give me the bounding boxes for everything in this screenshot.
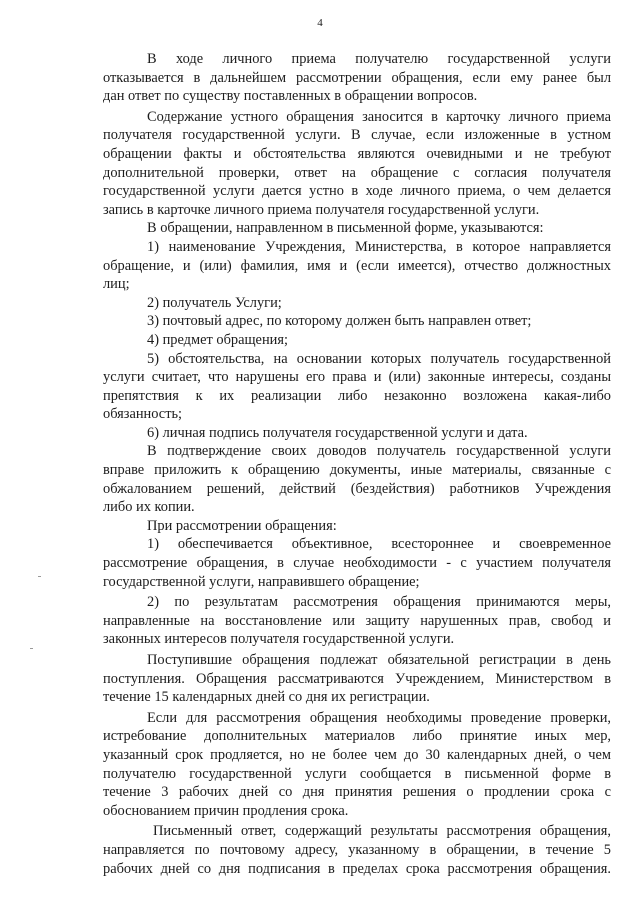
text-line: получателя государственной услуги. В случае, если изложенные в устном <box>103 127 611 144</box>
text-line: поступления. Обращения рассматриваются Учреждением, Министерством в <box>103 670 611 687</box>
text-line: 5) обстоятельства, на основании которых получатель государственной <box>147 350 611 367</box>
text-line: направленные на восстановление или защиту нарушенных прав, свобод и <box>103 612 611 629</box>
document-body <box>103 50 611 878</box>
text-line: 1) обеспечивается объективное, всестороннее и своевременное <box>147 536 611 553</box>
text-line: направляется по почтовому адресу, указанному в обращении, в течение 5 <box>103 841 611 858</box>
text-line: обоснованием причин продления срока. <box>103 802 349 819</box>
text-line: Содержание устного обращения заносится в карточку личного приема <box>147 108 611 125</box>
text-line: получателю государственной услуги сообщается в письменной форме в <box>103 765 611 782</box>
text-line: 4) предмет обращения; <box>147 331 288 348</box>
text-line: 6) личная подпись получателя государственной услуги и дата. <box>147 424 528 441</box>
text-line: В подтверждение своих доводов получатель государственной услуги <box>147 443 611 460</box>
text-line: При рассмотрении обращения: <box>147 517 337 534</box>
text-line: Письменный ответ, содержащий результаты рассмотрения обращения, <box>153 823 611 840</box>
scan-speck <box>38 576 41 577</box>
text-line: запись в карточке личного приема получателя государственной услуги. <box>103 201 540 218</box>
text-line: дан ответ по существу поставленных в обращении вопросов. <box>103 88 478 105</box>
text-line: истребование дополнительных материалов либо принятие иных мер, <box>103 728 611 745</box>
text-line: 3) почтовый адрес, по которому должен быть направлен ответ; <box>147 313 532 330</box>
text-line: отказывается в дальнейшем рассмотрении обращения, если ему ранее был <box>103 69 611 86</box>
text-line: лиц; <box>103 276 130 293</box>
text-line: Поступившие обращения подлежат обязательной регистрации в день <box>147 652 611 668</box>
text-line: вправе приложить к обращению документы, иные материалы, связанные с <box>103 462 611 479</box>
text-line: течение 15 календарных дней со дня их регистрации. <box>103 689 430 706</box>
text-line: либо их копии. <box>103 499 195 516</box>
text-line: дополнительной проверки, ответ на обращение с согласия получателя <box>103 164 611 181</box>
text-line: рабочих дней со дня подписания в пределах срока рассмотрения обращения. <box>103 860 611 877</box>
text-line: государственной услуги дается устно в ходе личного приема, о чем делается <box>103 183 611 200</box>
text-line: услуги считает, что нарушены его права и (или) законные интересы, созданы <box>103 369 611 386</box>
text-line: течение 3 рабочих дней со дня принятия решения о продлении срока с <box>103 784 611 801</box>
text-line: обращении факты и обстоятельства являются очевидными и не требуют <box>103 145 611 162</box>
text-line: обязанность; <box>103 406 183 423</box>
scan-speck <box>30 648 33 649</box>
page-number: 4 <box>317 17 323 29</box>
text-line: В ходе личного приема получателю государственной услуги <box>147 51 611 67</box>
text-line: 1) наименование Учреждения, Министерства, в которое направляется <box>147 238 611 255</box>
text-line: законных интересов получателя государственной услуги. <box>103 631 455 648</box>
text-line: 2) получатель Услуги; <box>147 294 282 311</box>
text-line: государственной услуги, направившего обращение; <box>103 573 420 590</box>
text-line: Если для рассмотрения обращения необходимы проведение проверки, <box>147 709 611 726</box>
text-line: обращение, и (или) фамилия, имя и (если имеется), отчество должностных <box>103 257 611 274</box>
text-line: В обращении, направленном в письменной форме, указываются: <box>147 220 544 237</box>
text-line: препятствия к их реализации либо незаконно возложена какая-либо <box>103 387 611 404</box>
text-line: 2) по результатам рассмотрения обращения принимаются меры, <box>147 594 611 611</box>
text-line: обжалованием решений, действий (бездействия) работников Учреждения <box>103 480 611 497</box>
text-line: указанный срок продляется, но не более чем до 30 календарных дней, о чем <box>103 746 611 763</box>
text-line: рассмотрение обращения, в случае необходимости - с участием получателя <box>103 555 611 572</box>
